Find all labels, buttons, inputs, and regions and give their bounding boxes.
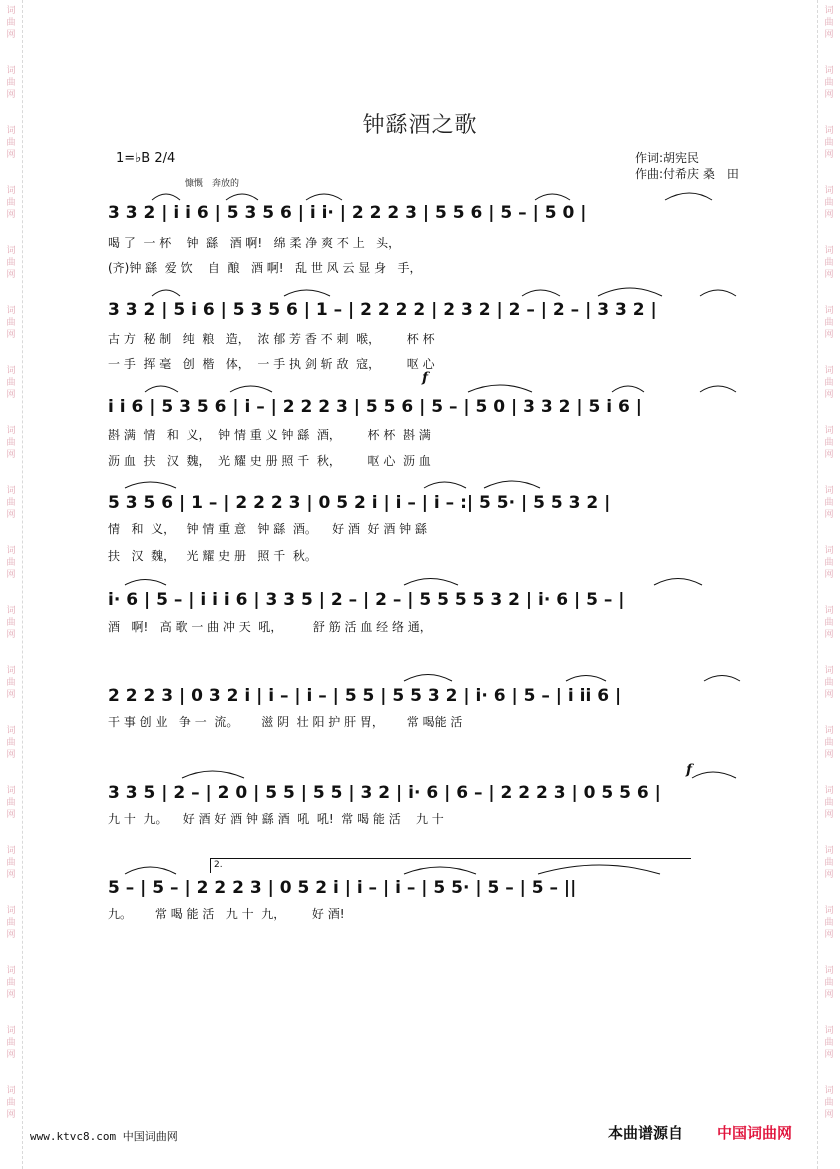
- footer-url: www.ktvc8.com 中国词曲网: [30, 1130, 178, 1143]
- lyrics-row-1-verse-1: 喝 了 一 杯 钟 繇 酒 啊! 绵 柔 净 爽 不 上 头，: [108, 236, 401, 250]
- watermark-text: 词曲网: [824, 606, 834, 640]
- watermark-text: 词曲网: [824, 426, 834, 460]
- lyrics-row-7: 九 十 九。 好 酒 好 酒 钟 繇 酒 吼 吼! 常 喝 能 活 九 十: [108, 812, 444, 826]
- watermark-text: 词曲网: [6, 846, 16, 880]
- slur: [704, 676, 740, 682]
- watermark-text: 词曲网: [6, 306, 16, 340]
- slur: [125, 580, 166, 586]
- watermark-text: 词曲网: [824, 966, 834, 1000]
- notation-row-1: 3 3 2 | i i 6 | 5 3 5 6 | i i· | 2 2 2 3 | 5 5 6 | 5 – | 5 0 |: [108, 203, 587, 223]
- watermark-text: 词曲网: [824, 726, 834, 760]
- slur: [654, 579, 702, 586]
- watermark-text: 词曲网: [6, 786, 16, 820]
- watermark-text: 词曲网: [824, 366, 834, 400]
- watermark-text: 词曲网: [824, 246, 834, 280]
- watermark-text: 词曲网: [6, 606, 16, 640]
- watermark-text: 词曲网: [824, 786, 834, 820]
- watermark-text: 词曲网: [6, 366, 16, 400]
- notation-row-2: 3 3 2 | 5 i 6 | 5 3 5 6 | 1 – | 2 2 2 2 | 2 3 2 | 2 – | 2 – | 3 3 2 |: [108, 300, 657, 320]
- watermark-text: 词曲网: [824, 126, 834, 160]
- slur: [424, 482, 466, 488]
- slur: [230, 386, 272, 392]
- watermark-text: 词曲网: [6, 726, 16, 760]
- watermark-text: 词曲网: [6, 1026, 16, 1060]
- notation-row-3: i i 6 | 5 3 5 6 | i – | 2 2 2 3 | 5 5 6 | 5 – | 5 0 | 3 3 2 | 5 i 6 |: [108, 397, 642, 417]
- lyrics-row-8: 九。 常 喝 能 活 九 十 九， 好 酒!: [108, 907, 345, 921]
- slur: [306, 194, 342, 200]
- watermark-text: 词曲网: [824, 6, 834, 40]
- slur: [598, 288, 662, 296]
- watermark-text: 词曲网: [6, 666, 16, 700]
- watermark-text: 词曲网: [6, 186, 16, 220]
- slur: [612, 386, 644, 392]
- watermark-text: 词曲网: [824, 1026, 834, 1060]
- lyrics-row-3-verse-1: 斟 满 情 和 义， 钟 情 重 义 钟 繇 酒， 杯 杯 斟 满: [108, 428, 431, 442]
- slur: [404, 675, 452, 682]
- notation-row-6: 2 2 2 3 | 0 3 2 i | i – | i – | 5 5 | 5 5 3 2 | i· 6 | 5 – | i ii 6 |: [108, 686, 622, 706]
- key-signature: 1=♭B 2/4: [116, 151, 176, 166]
- slur: [700, 386, 736, 392]
- watermark-text: 词曲网: [6, 906, 16, 940]
- notation-row-8: 5 – | 5 – | 2 2 2 3 | 0 5 2 i | i – | i – | 5 5· | 5 – | 5 – ||: [108, 878, 577, 898]
- dynamic-forte-2: f: [686, 762, 693, 778]
- footer-source-label: 本曲谱源自: [608, 1124, 684, 1142]
- slur: [665, 193, 712, 200]
- slur: [182, 771, 244, 778]
- lyrics-row-2-verse-1: 古 方 秘 制 纯 粮 造， 浓 郁 芳 香 不 刺 喉， 杯 杯: [108, 332, 435, 346]
- composer-credit: 作曲:付希庆 桑 田: [635, 167, 739, 181]
- notation-row-4: 5 3 5 6 | 1 – | 2 2 2 3 | 0 5 2 i | i – | i – :| 5 5· | 5 5 3 2 |: [108, 493, 611, 513]
- watermark-text: 词曲网: [824, 546, 834, 580]
- slur: [468, 385, 532, 392]
- slur: [145, 386, 178, 392]
- slur: [404, 867, 476, 874]
- lyricist-credit: 作词:胡宪民: [635, 151, 700, 165]
- watermark-text: 词曲网: [6, 1086, 16, 1120]
- lyrics-row-4-verse-2: 扶 汉 魏， 光 耀 史 册 照 千 秋。: [108, 549, 317, 563]
- slur: [284, 290, 330, 296]
- slur: [692, 772, 736, 778]
- watermark-text: 词曲网: [824, 1086, 834, 1120]
- watermark-text: 词曲网: [824, 846, 834, 880]
- slur: [404, 579, 458, 586]
- slur: [484, 481, 540, 488]
- watermark-text: 词曲网: [6, 966, 16, 1000]
- lyrics-row-3-verse-2: 沥 血 扶 汉 魏， 光 耀 史 册 照 千 秋， 呕 心 沥 血: [108, 454, 431, 468]
- notation-row-5: i· 6 | 5 – | i i i 6 | 3 3 5 | 2 – | 2 – | 5 5 5 5 3 2 | i· 6 | 5 – |: [108, 590, 625, 610]
- watermark-text: 词曲网: [824, 906, 834, 940]
- slur: [152, 194, 180, 200]
- slur: [226, 194, 258, 200]
- watermark-text: 词曲网: [824, 66, 834, 100]
- slur: [700, 290, 736, 296]
- slur: [535, 194, 570, 200]
- slur: [538, 865, 660, 874]
- watermark-text: 词曲网: [6, 426, 16, 460]
- watermark-text: 词曲网: [6, 6, 16, 40]
- watermark-text: 词曲网: [824, 306, 834, 340]
- song-title: 钟繇酒之歌: [362, 113, 478, 138]
- lyrics-row-5: 酒 啊! 高 歌 一 曲 冲 天 吼， 舒 筋 活 血 经 络 通，: [108, 620, 432, 634]
- lyrics-row-2-verse-2: 一 手 挥 毫 创 楷 体， 一 手 执 剑 斩 敌 寇， 呕 心: [108, 357, 435, 371]
- lyrics-row-6: 干 事 创 业 争 一 流。 滋 阴 壮 阳 护 肝 胃， 常 喝能 活: [108, 715, 463, 729]
- slur: [125, 482, 176, 488]
- watermark-text: 词曲网: [6, 486, 16, 520]
- slur: [125, 867, 176, 874]
- watermark-text: 词曲网: [6, 126, 16, 160]
- notation-row-7: 3 3 5 | 2 – | 2 0 | 5 5 | 5 5 | 3 2 | i· 6 | 6 – | 2 2 2 3 | 0 5 5 6 |: [108, 783, 661, 803]
- slur: [522, 290, 560, 296]
- watermark-text: 词曲网: [824, 186, 834, 220]
- watermark-text: 词曲网: [824, 486, 834, 520]
- watermark-text: 词曲网: [6, 546, 16, 580]
- watermark-text: 词曲网: [6, 66, 16, 100]
- lyrics-row-4-verse-1: 情 和 义， 钟 情 重 意 钟 繇 酒。 好 酒 好 酒 钟 繇: [108, 522, 427, 536]
- slur: [152, 290, 180, 296]
- performance-note: 慷慨 奔放的: [185, 179, 240, 189]
- dynamic-forte-1: f: [422, 370, 429, 386]
- watermark-text: 词曲网: [6, 246, 16, 280]
- watermark-text: 词曲网: [824, 666, 834, 700]
- second-ending-label: 2.: [214, 860, 223, 870]
- footer-brand: 中国词曲网: [717, 1124, 793, 1142]
- slur: [566, 676, 606, 682]
- lyrics-row-1-verse-2: (齐)钟 繇 爱 饮 自 酿 酒 啊! 乱 世 风 云 显 身 手，: [108, 261, 422, 275]
